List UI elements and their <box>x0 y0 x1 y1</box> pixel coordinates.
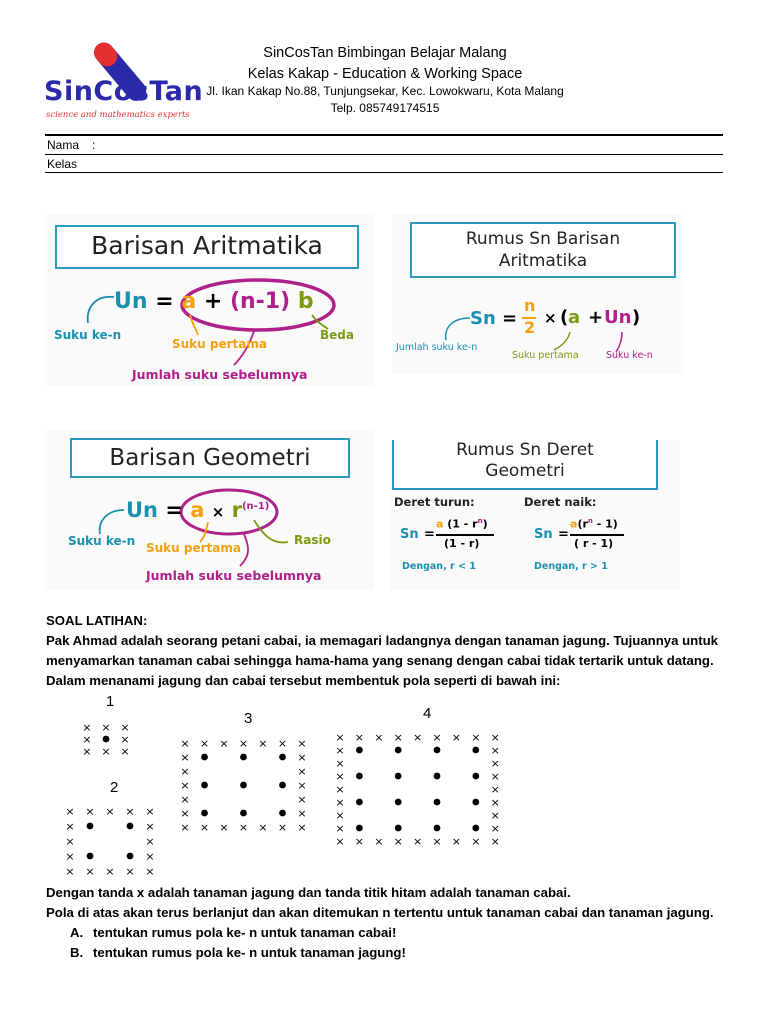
jagung-mark: × <box>490 731 500 744</box>
geo-exponent: (n-1) <box>241 501 270 512</box>
a-symbol: a <box>181 289 197 314</box>
cabai-dot <box>472 747 479 754</box>
sn-geometri-title-2: Geometri <box>485 461 565 481</box>
jagung-mark: × <box>335 796 345 809</box>
header-line-4: Telp. 085749174515 <box>330 101 440 115</box>
turun-sn: Sn <box>400 527 419 542</box>
fraction-denominator: 2 <box>524 318 536 337</box>
header-rule-top <box>45 134 723 136</box>
jagung-mark: × <box>85 805 95 818</box>
cabai-dot <box>201 782 208 789</box>
cabai-dot <box>395 799 402 806</box>
soal-paragraph-4: Dengan tanda x adalah tanaman jagung dan tanda titik hitam adalah tanaman cabai. <box>46 885 571 900</box>
jagung-mark: × <box>199 737 210 750</box>
cabai-dot <box>87 823 94 830</box>
cabai-dot <box>201 754 208 761</box>
jagung-mark: × <box>490 835 500 848</box>
jagung-mark: × <box>490 822 500 835</box>
cabai-dot <box>279 754 286 761</box>
turun-num-rest: (1 - r <box>447 517 478 531</box>
geo-label-jumlah-suku: Jumlah suku sebelumnya <box>146 568 322 583</box>
jagung-mark: × <box>490 809 500 822</box>
jagung-mark: × <box>335 809 345 822</box>
label-sn-suku-ke-n: Suku ke-n <box>606 350 653 361</box>
sn-geometri-title-1: Rumus Sn Deret <box>456 440 594 460</box>
cabai-dot <box>87 853 94 860</box>
question-b-text: tentukan rumus pola ke- n untuk tanaman jagung! <box>93 945 406 960</box>
cabai-dot <box>356 773 363 780</box>
jagung-mark: × <box>101 721 111 734</box>
cabai-dot <box>395 825 402 832</box>
jagung-mark: × <box>199 821 210 834</box>
naik-num-close: - 1) <box>596 517 618 531</box>
sn-aritmatika-title-1: Rumus Sn Barisan <box>465 229 621 249</box>
jagung-mark: × <box>471 835 481 848</box>
jagung-mark: × <box>297 751 307 764</box>
jagung-mark: × <box>180 793 190 806</box>
question-a-text: tentukan rumus pola ke- n untuk tanaman cabai! <box>93 925 397 940</box>
cabai-dot <box>240 754 247 761</box>
header-line-2: Kelas Kakap - Education & Working Space <box>247 66 523 82</box>
jagung-mark: × <box>219 737 229 750</box>
b-symbol: b <box>297 289 314 314</box>
close-paren: ) <box>632 307 641 328</box>
jagung-mark: × <box>180 807 190 820</box>
nama-colon: : <box>92 138 96 152</box>
soal-paragraph-3: Dalam menanami jagung dan cabai tersebut membentuk pola seperti di bawah ini: <box>46 673 561 688</box>
cabai-dot <box>472 773 479 780</box>
soal-heading: SOAL LATIHAN: <box>46 613 148 628</box>
jagung-mark: × <box>451 835 462 848</box>
jagung-mark: × <box>85 865 95 878</box>
soal-paragraph-1: Pak Ahmad adalah seorang petani cabai, ia memagari ladangnya dengan tanaman jagung. Tujuannya untuk <box>46 633 718 648</box>
cabai-dot <box>279 782 286 789</box>
jagung-mark: × <box>297 793 307 806</box>
geo-label-rasio: Rasio <box>294 533 331 547</box>
jagung-mark: × <box>125 865 135 878</box>
jagung-mark: × <box>120 733 130 746</box>
jagung-mark: × <box>82 721 92 734</box>
times-sign: × <box>544 309 557 327</box>
logo-text: SinCosTan <box>44 76 204 107</box>
jagung-mark: × <box>335 757 345 770</box>
plus-sign: + <box>203 289 223 314</box>
geo-un-symbol: Un <box>126 498 159 522</box>
jagung-mark: × <box>105 865 115 878</box>
sn-geometri-title-box <box>392 440 658 490</box>
jagung-mark: × <box>65 850 75 863</box>
jagung-mark: × <box>82 733 92 746</box>
pattern-label-3: 3 <box>244 710 253 727</box>
jagung-mark: × <box>490 770 500 783</box>
cabai-dot <box>472 825 479 832</box>
turun-num-exp: n <box>477 517 483 525</box>
un-symbol: Un <box>114 289 148 314</box>
question-a-marker: A. <box>70 925 84 940</box>
jagung-mark: × <box>335 822 345 835</box>
jagung-mark: × <box>335 783 345 796</box>
jagung-mark: × <box>297 737 307 750</box>
label-suku-ke-n: Suku ke-n <box>54 328 122 342</box>
header-line-3: Jl. Ikan Kakap No.88, Tunjungsekar, Kec. Lowokwaru, Kota Malang <box>206 84 564 98</box>
deret-naik-formula <box>534 515 644 555</box>
jagung-mark: × <box>432 835 442 848</box>
turun-num-close: ) <box>482 517 488 531</box>
jagung-mark: × <box>432 731 442 744</box>
cabai-dot <box>395 747 402 754</box>
jagung-mark: × <box>82 745 92 758</box>
soal-paragraph-2: menyamarkan tanaman cabai sehingga hama-hama yang senang dengan cabai tidak tertarik untuk datang. <box>46 653 714 668</box>
jagung-mark: × <box>65 835 75 848</box>
jagung-mark: × <box>297 807 307 820</box>
jagung-mark: × <box>238 821 249 834</box>
jagung-mark: × <box>335 744 345 757</box>
jagung-mark: × <box>412 835 423 848</box>
jagung-mark: × <box>258 737 268 750</box>
geometri-formula <box>126 498 269 522</box>
jagung-mark: × <box>65 820 75 833</box>
cabai-dot <box>472 799 479 806</box>
cabai-dot <box>279 810 286 817</box>
jagung-mark: × <box>65 805 75 818</box>
cabai-dot <box>356 747 363 754</box>
naik-sn: Sn <box>534 527 553 542</box>
jagung-mark: × <box>145 805 155 818</box>
jagung-mark: × <box>297 765 307 778</box>
open-paren: ( <box>560 307 569 328</box>
label-beda: Beda <box>320 328 354 342</box>
soal-paragraph-5: Pola di atas akan terus berlanjut dan akan ditemukan n tertentu untuk tanaman cabai dan tanaman jagung. <box>46 905 714 920</box>
jagung-mark: × <box>335 835 345 848</box>
jagung-mark: × <box>354 835 365 848</box>
n-minus-1: (n-1) <box>229 289 291 314</box>
jagung-mark: × <box>490 744 500 757</box>
geometri-title: Barisan Geometri <box>109 445 311 471</box>
jagung-mark: × <box>277 821 288 834</box>
aritmatika-formula <box>114 289 314 314</box>
jagung-mark: × <box>101 745 111 758</box>
cabai-dot <box>201 810 208 817</box>
jagung-mark: × <box>258 821 268 834</box>
cabai-dot <box>395 773 402 780</box>
jagung-mark: × <box>145 865 155 878</box>
sn-symbol: Sn <box>470 308 496 329</box>
jagung-mark: × <box>125 805 135 818</box>
geo-equals: = <box>165 498 183 522</box>
naik-denominator: ( r - 1) <box>574 537 614 550</box>
jagung-mark: × <box>180 821 190 834</box>
pattern-label-4: 4 <box>423 705 432 722</box>
jagung-mark: × <box>219 821 229 834</box>
sn-a-symbol: a <box>568 307 581 328</box>
sn-equals: = <box>502 308 518 329</box>
pattern-label-2: 2 <box>110 779 119 796</box>
sn-aritmatika-formula <box>470 296 670 340</box>
jagung-mark: × <box>180 779 190 792</box>
cabai-dot <box>434 747 441 754</box>
turun-condition: Dengan, r < 1 <box>402 561 476 572</box>
turun-numerator <box>436 517 488 531</box>
sn-plus: + <box>588 307 604 328</box>
geo-label-suku-pertama: Suku pertama <box>146 541 241 555</box>
cabai-dot <box>434 825 441 832</box>
fraction-numerator: n <box>524 296 536 315</box>
cabai-dot <box>127 823 134 830</box>
jagung-mark: × <box>65 865 75 878</box>
jagung-mark: × <box>451 731 462 744</box>
jagung-mark: × <box>180 737 190 750</box>
geo-label-suku-ke-n: Suku ke-n <box>68 534 136 548</box>
naik-condition: Dengan, r > 1 <box>534 561 608 572</box>
jagung-mark: × <box>180 765 190 778</box>
cabai-dot <box>240 810 247 817</box>
logo <box>42 34 204 124</box>
turun-num-a: a <box>436 517 444 531</box>
deret-turun-formula <box>400 515 510 555</box>
aritmatika-title-box <box>55 225 359 269</box>
aritmatika-title: Barisan Aritmatika <box>91 231 323 260</box>
header-rule-mid <box>45 154 723 155</box>
jagung-mark: × <box>335 770 345 783</box>
jagung-mark: × <box>374 835 384 848</box>
naik-num-rest: (r <box>577 517 588 531</box>
jagung-mark: × <box>145 835 155 848</box>
geo-r-symbol: r <box>231 498 242 522</box>
pattern-label-1: 1 <box>106 693 115 710</box>
jagung-mark: × <box>105 805 115 818</box>
question-b-marker: B. <box>70 945 84 960</box>
jagung-mark: × <box>145 820 155 833</box>
jagung-mark: × <box>354 731 365 744</box>
sn-aritmatika-title-box <box>410 222 676 278</box>
label-jumlah-suku-ke-n: Jumlah suku ke-n <box>396 342 478 353</box>
cabai-dot <box>356 825 363 832</box>
label-suku-pertama: Suku pertama <box>172 337 267 351</box>
cabai-dot <box>434 799 441 806</box>
jagung-mark: × <box>393 835 403 848</box>
turun-equals: = <box>424 527 435 542</box>
jagung-mark: × <box>490 757 500 770</box>
jagung-mark: × <box>412 731 423 744</box>
jagung-mark: × <box>297 821 307 834</box>
sn-aritmatika-title-2: Aritmatika <box>498 251 588 271</box>
cabai-dot <box>240 782 247 789</box>
jagung-mark: × <box>374 731 384 744</box>
naik-equals: = <box>558 527 569 542</box>
header-rule-bottom <box>45 172 723 173</box>
deret-turun-label: Deret turun: <box>394 495 475 509</box>
cabai-dot <box>127 853 134 860</box>
cabai-dot <box>356 799 363 806</box>
jagung-mark: × <box>180 751 190 764</box>
header-line-1: SinCosTan Bimbingan Belajar Malang <box>263 45 507 61</box>
cabai-dot <box>434 773 441 780</box>
turun-fraction-bar <box>436 534 494 536</box>
jagung-mark: × <box>393 731 403 744</box>
logo-tagline: science and mathematics experts <box>46 110 190 120</box>
label-jumlah-suku: Jumlah suku sebelumnya <box>132 367 308 382</box>
pattern-figures <box>46 690 516 882</box>
nama-label: Nama <box>47 138 80 152</box>
jagung-mark: × <box>277 737 288 750</box>
turun-denominator: (1 - r) <box>444 537 480 550</box>
cabai-dot <box>103 736 110 743</box>
geo-a-symbol: a <box>190 498 205 522</box>
jagung-mark: × <box>120 745 130 758</box>
jagung-mark: × <box>120 721 130 734</box>
jagung-mark: × <box>297 779 307 792</box>
jagung-mark: × <box>335 731 345 744</box>
jagung-mark: × <box>238 737 249 750</box>
naik-num-a: a <box>570 517 578 531</box>
geo-times: × <box>211 503 225 521</box>
sn-un-symbol: Un <box>604 307 632 328</box>
kelas-label: Kelas <box>47 157 78 171</box>
geometri-title-box <box>70 438 350 478</box>
jagung-mark: × <box>490 796 500 809</box>
deret-naik-label: Deret naik: <box>524 495 597 509</box>
jagung-mark: × <box>471 731 481 744</box>
jagung-mark: × <box>490 783 500 796</box>
naik-numerator <box>570 517 618 531</box>
equals-sign: = <box>155 289 174 314</box>
jagung-mark: × <box>145 850 155 863</box>
naik-fraction-bar <box>570 534 624 536</box>
label-sn-suku-pertama: Suku pertama <box>512 350 579 361</box>
naik-num-exp: n <box>587 517 593 525</box>
